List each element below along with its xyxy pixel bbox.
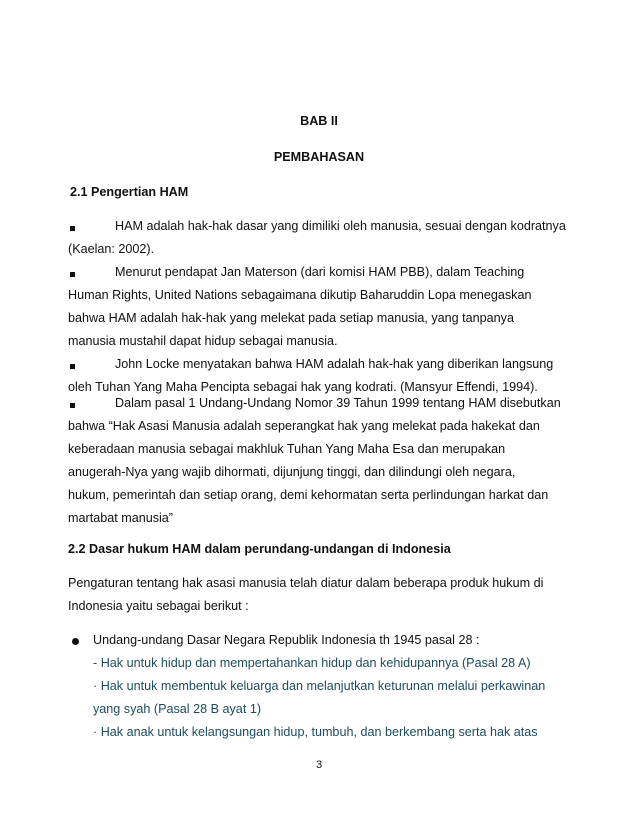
subitem-line: - Hak untuk hidup dan mempertahankan hidup dan kehidupannya (Pasal 28 A) [93, 656, 531, 670]
chapter-title: PEMBAHASAN [273, 150, 365, 164]
bullet-marker [70, 272, 75, 277]
page-number: 3 [315, 759, 323, 771]
paragraph-line: Menurut pendapat Jan Materson (dari komisi HAM PBB), dalam Teaching [115, 265, 525, 279]
paragraph-line: oleh Tuhan Yang Maha Pencipta sebagai hak yang kodrati. (Mansyur Effendi, 1994). [68, 380, 538, 394]
paragraph-line: bahwa HAM adalah hak-hak yang melekat pada setiap manusia, yang tanpanya [68, 311, 514, 325]
paragraph-line: John Locke menyatakan bahwa HAM adalah hak-hak yang diberikan langsung [115, 357, 554, 371]
chapter-label: BAB II [300, 114, 338, 128]
intro-line: Indonesia yaitu sebagai berikut : [68, 599, 249, 613]
bullet-item: Undang-undang Dasar Negara Republik Indonesia th 1945 pasal 28 : [93, 633, 480, 647]
bullet-marker [70, 364, 75, 369]
paragraph-line: manusia mustahil dapat hidup sebagai manusia. [68, 334, 338, 348]
bullet-marker [70, 403, 75, 408]
intro-line: Pengaturan tentang hak asasi manusia telah diatur dalam beberapa produk hukum di [68, 576, 544, 590]
paragraph-line: anugerah-Nya yang wajib dihormati, dijunjung tinggi, dan dilindungi oleh negara, [68, 465, 516, 479]
paragraph-line: keberadaan manusia sebagai makhluk Tuhan Yang Maha Esa dan merupakan [68, 442, 506, 456]
paragraph-line: martabat manusia” [68, 511, 173, 525]
paragraph-line: hukum, pemerintah dan setiap orang, demi kehormatan serta perlindungan harkat dan [68, 488, 549, 502]
subitem-line: · Hak anak untuk kelangsungan hidup, tumbuh, dan berkembang serta hak atas [93, 725, 538, 739]
section-title-2-1: 2.1 Pengertian HAM [70, 185, 189, 199]
paragraph-line: Dalam pasal 1 Undang-Undang Nomor 39 Tahun 1999 tentang HAM disebutkan [115, 396, 561, 410]
subitem-line: · Hak untuk membentuk keluarga dan melanjutkan keturunan melalui perkawinan [93, 679, 546, 693]
paragraph-line: Human Rights, United Nations sebagaimana dikutip Baharuddin Lopa menegaskan [68, 288, 532, 302]
section-title-2-2: 2.2 Dasar hukum HAM dalam perundang-undangan di Indonesia [68, 542, 451, 556]
bullet-marker [70, 226, 75, 231]
subitem-line: yang syah (Pasal 28 B ayat 1) [93, 702, 262, 716]
paragraph-line: HAM adalah hak-hak dasar yang dimiliki oleh manusia, sesuai dengan kodratnya [115, 219, 566, 233]
paragraph-line: bahwa “Hak Asasi Manusia adalah seperangkat hak yang melekat pada hakekat dan [68, 419, 540, 433]
paragraph-line: (Kaelan: 2002). [68, 242, 155, 256]
bullet-dot [72, 638, 79, 645]
